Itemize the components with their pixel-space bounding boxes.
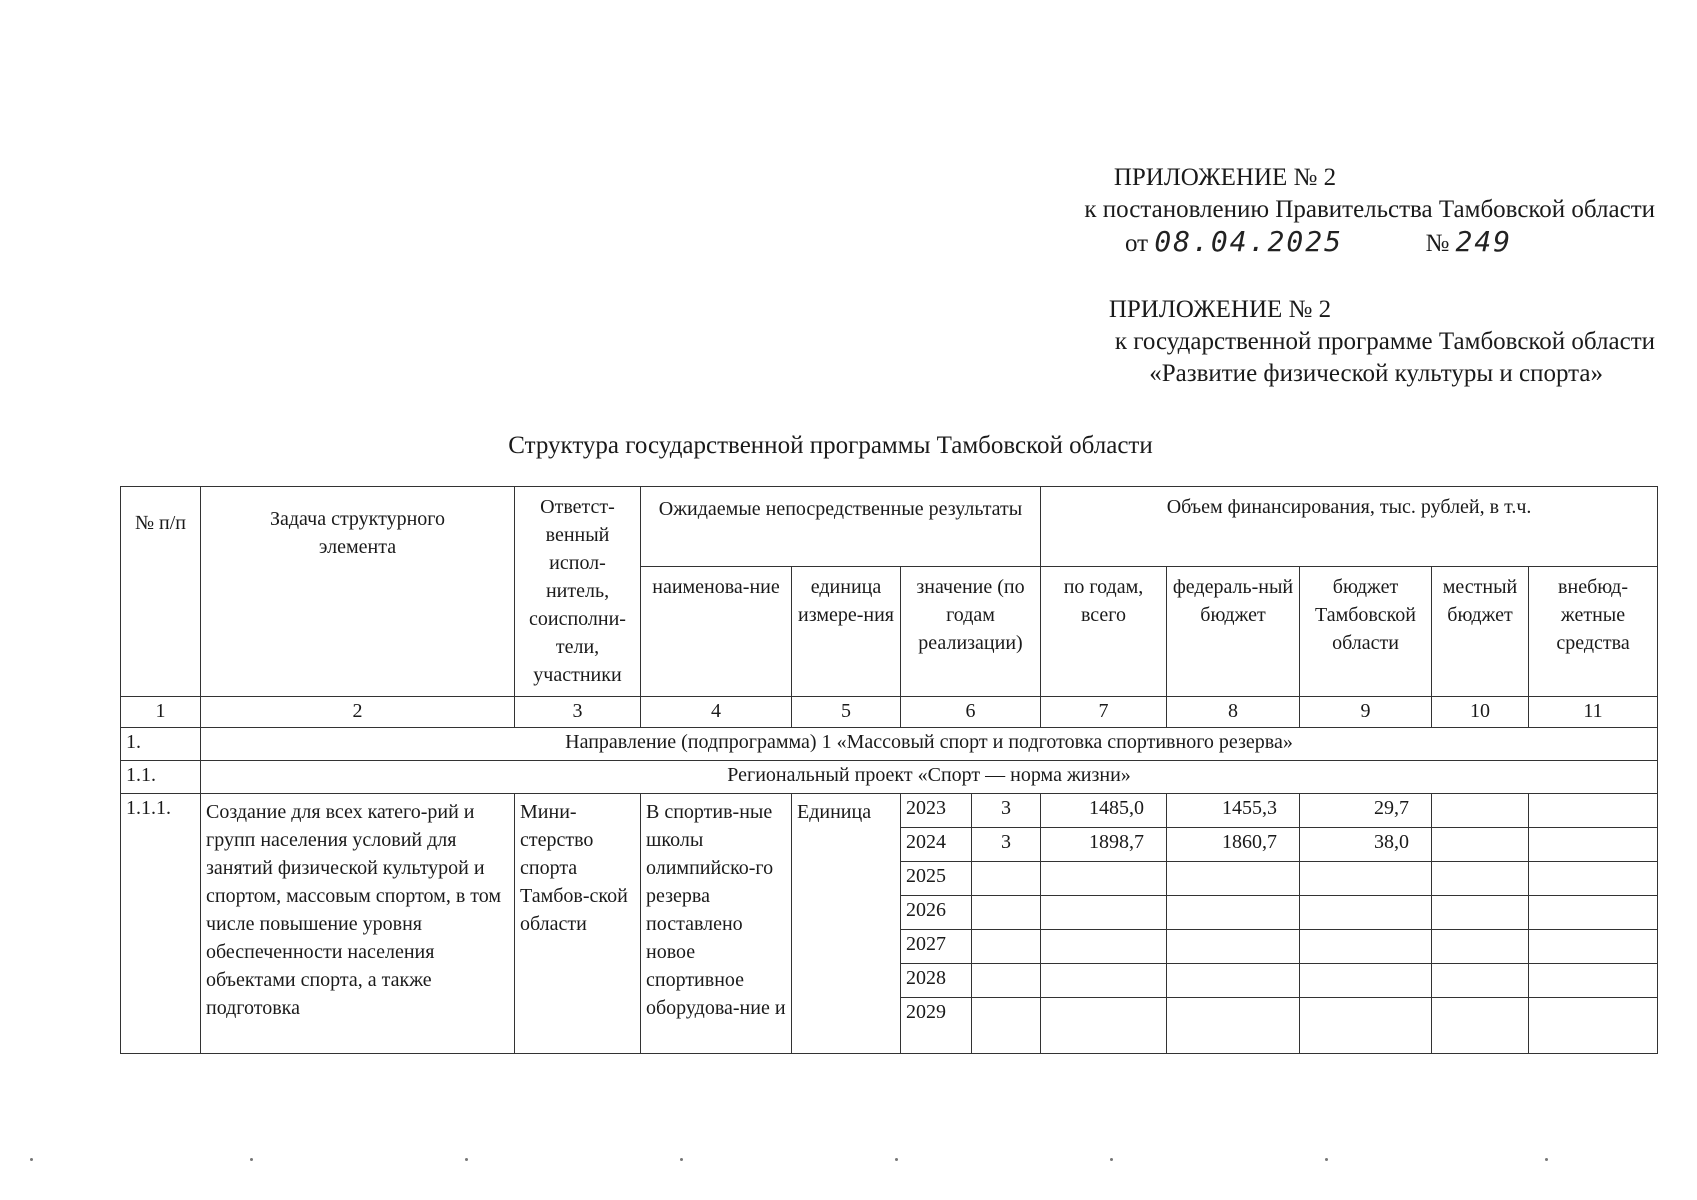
local-cell — [1432, 964, 1529, 998]
header-col-local: местный бюджет — [1432, 567, 1529, 697]
number-prefix: № — [1425, 230, 1450, 257]
section-row-project — [121, 761, 1658, 794]
extrabudget-cell — [1529, 964, 1658, 998]
federal-cell — [1167, 930, 1300, 964]
total-cell — [1041, 964, 1167, 998]
year-cell: 2028 — [901, 964, 972, 998]
year-cell: 2023 — [901, 794, 972, 828]
appendix-header-program — [955, 294, 1655, 390]
value-cell — [972, 964, 1041, 998]
item-result: В спортив-ные школы олимпийско-го резерва поставлено новое спортивное оборудова-ние и — [641, 794, 792, 1054]
year-cell: 2027 — [901, 930, 972, 964]
federal-cell — [1167, 862, 1300, 896]
col-number: 4 — [641, 697, 792, 728]
local-cell — [1432, 930, 1529, 964]
column-numbers-row — [121, 697, 1658, 728]
extrabudget-cell — [1529, 862, 1658, 896]
regional-cell — [1300, 998, 1432, 1054]
extrabudget-cell — [1529, 828, 1658, 862]
header-group-finance: Объем финансирования, тыс. рублей, в т.ч. — [1041, 487, 1658, 567]
federal-cell: 1860,7 — [1167, 828, 1300, 862]
handwritten-number: 249 — [1455, 225, 1513, 258]
header-col-number: № п/п — [121, 487, 201, 697]
federal-cell: 1455,3 — [1167, 794, 1300, 828]
col-number: 9 — [1300, 697, 1432, 728]
local-cell — [1432, 862, 1529, 896]
regional-cell — [1300, 862, 1432, 896]
col-number: 11 — [1529, 697, 1658, 728]
appendix-title: ПРИЛОЖЕНИЕ № 2 — [1113, 164, 1337, 191]
col-number: 5 — [792, 697, 901, 728]
federal-cell — [1167, 896, 1300, 930]
program-structure-table — [120, 486, 1658, 1054]
local-cell — [1432, 896, 1529, 930]
value-cell: 3 — [972, 794, 1041, 828]
year-cell: 2025 — [901, 862, 972, 896]
col-number: 1 — [121, 697, 201, 728]
regional-cell: 29,7 — [1300, 794, 1432, 828]
section-number: 1.1. — [121, 761, 201, 794]
value-cell — [972, 896, 1041, 930]
handwritten-date: 08.04.2025 — [1154, 225, 1343, 258]
section-title: Направление (подпрограмма) 1 «Массовый спорт и подготовка спортивного резерва» — [201, 728, 1658, 761]
appendix-subtitle: к государственной программе Тамбовской области — [1114, 328, 1655, 355]
extrabudget-cell — [1529, 896, 1658, 930]
total-cell: 1485,0 — [1041, 794, 1167, 828]
header-col-executor: Ответст-венный испол-нитель, соисполни-тели, участники — [515, 487, 641, 697]
col-number: 7 — [1041, 697, 1167, 728]
col-number: 6 — [901, 697, 1041, 728]
total-cell — [1041, 998, 1167, 1054]
item-task: Создание для всех катего-рий и групп населения условий для занятий физической культурой и спортом, массовым спортом, в том числе повышение уровня обеспеченности населения объектами спорта, а также подготовка — [201, 794, 515, 1054]
section-number: 1. — [121, 728, 201, 761]
regional-cell — [1300, 930, 1432, 964]
year-cell: 2029 — [901, 998, 972, 1054]
header-col-extrabudget: внебюд-жетные средства — [1529, 567, 1658, 697]
appendix-header-decree — [955, 162, 1655, 260]
section-row-direction — [121, 728, 1658, 761]
year-cell: 2026 — [901, 896, 972, 930]
regional-cell — [1300, 896, 1432, 930]
value-cell — [972, 998, 1041, 1054]
value-cell — [972, 862, 1041, 896]
extrabudget-cell — [1529, 930, 1658, 964]
decree-date-number — [955, 226, 1655, 260]
col-number: 3 — [515, 697, 641, 728]
header-group-results: Ожидаемые непосредственные результаты — [641, 487, 1041, 567]
program-name: «Развитие физической культуры и спорта» — [1149, 360, 1603, 387]
section-title: Региональный проект «Спорт — норма жизни» — [201, 761, 1658, 794]
appendix-title: ПРИЛОЖЕНИЕ № 2 — [1108, 296, 1332, 323]
total-cell — [1041, 896, 1167, 930]
col-number: 8 — [1167, 697, 1300, 728]
total-cell: 1898,7 — [1041, 828, 1167, 862]
value-cell — [972, 930, 1041, 964]
header-col-value: значение (по годам реализации) — [901, 567, 1041, 697]
document-title: Структура государственной программы Тамбовской области — [508, 432, 1153, 459]
item-executor: Мини-стерство спорта Тамбов-ской области — [515, 794, 641, 1054]
table-row — [121, 794, 1658, 828]
year-cell: 2024 — [901, 828, 972, 862]
extrabudget-cell — [1529, 794, 1658, 828]
appendix-subtitle: к постановлению Правительства Тамбовской области — [1084, 196, 1655, 223]
col-number: 10 — [1432, 697, 1529, 728]
total-cell — [1041, 862, 1167, 896]
item-number: 1.1.1. — [121, 794, 201, 1054]
item-unit: Единица — [792, 794, 901, 1054]
header-col-federal: федераль-ный бюджет — [1167, 567, 1300, 697]
header-col-regional: бюджет Тамбовской области — [1300, 567, 1432, 697]
federal-cell — [1167, 964, 1300, 998]
header-col-result-name: наименова-ние — [641, 567, 792, 697]
value-cell: 3 — [972, 828, 1041, 862]
regional-cell: 38,0 — [1300, 828, 1432, 862]
local-cell — [1432, 998, 1529, 1054]
regional-cell — [1300, 964, 1432, 998]
scan-artifacts — [0, 1158, 1697, 1162]
local-cell — [1432, 828, 1529, 862]
extrabudget-cell — [1529, 998, 1658, 1054]
header-col-total: по годам, всего — [1041, 567, 1167, 697]
col-number: 2 — [201, 697, 515, 728]
header-col-unit: единица измере-ния — [792, 567, 901, 697]
local-cell — [1432, 794, 1529, 828]
federal-cell — [1167, 998, 1300, 1054]
date-prefix: от — [1125, 230, 1149, 257]
header-col-task: Задача структурного элемента — [201, 487, 515, 697]
total-cell — [1041, 930, 1167, 964]
